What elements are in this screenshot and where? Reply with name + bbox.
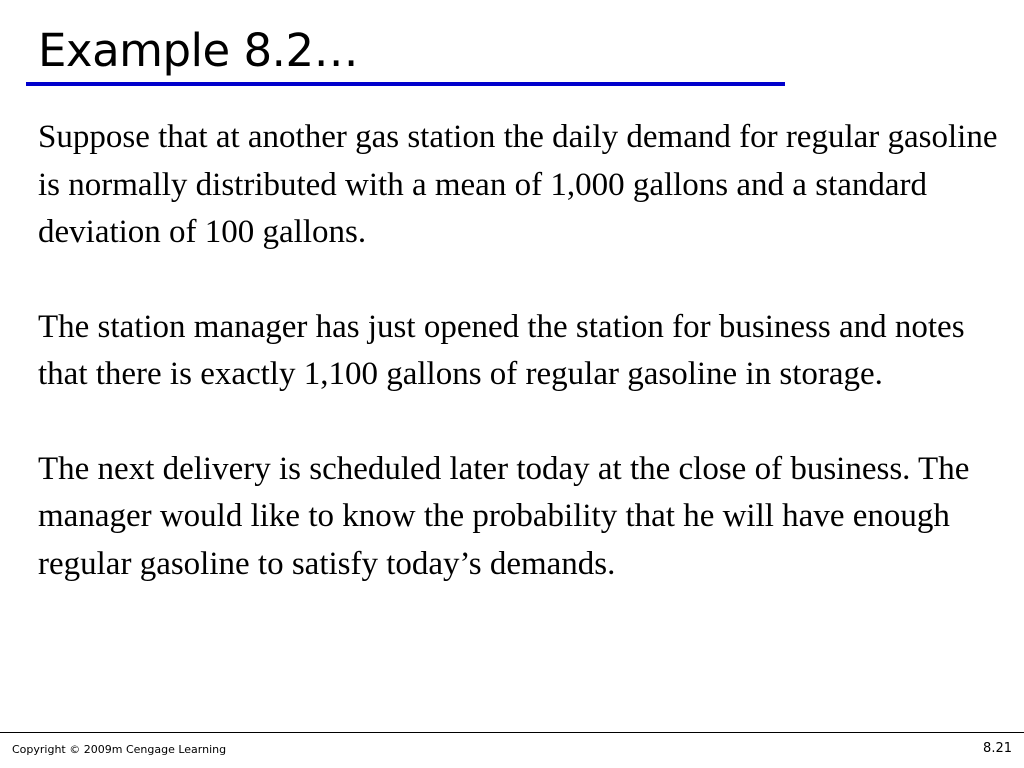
slide-title: Example 8.2… [38,24,359,77]
slide-body [38,114,1014,588]
slide-number: 8.21 [983,741,1012,756]
paragraph-storage: The station manager has just opened the station for business and notes that there is exactly 1,100 gallons of regular gasoline in storage. [38,308,965,392]
paragraph-delivery: The next delivery is scheduled later today at the close of business. The manager would like to know the probability that he will have enough regular gasoline to satisfy today’s demands. [38,450,970,582]
footer-divider [0,732,1024,733]
title-underline [26,82,785,86]
paragraph-demand: Suppose that at another gas station the daily demand for regular gasoline is normally distributed with a mean of 1,000 gallons and a standard deviation of 100 gallons. [38,119,998,250]
copyright-notice: Copyright © 2009m Cengage Learning [12,743,227,756]
